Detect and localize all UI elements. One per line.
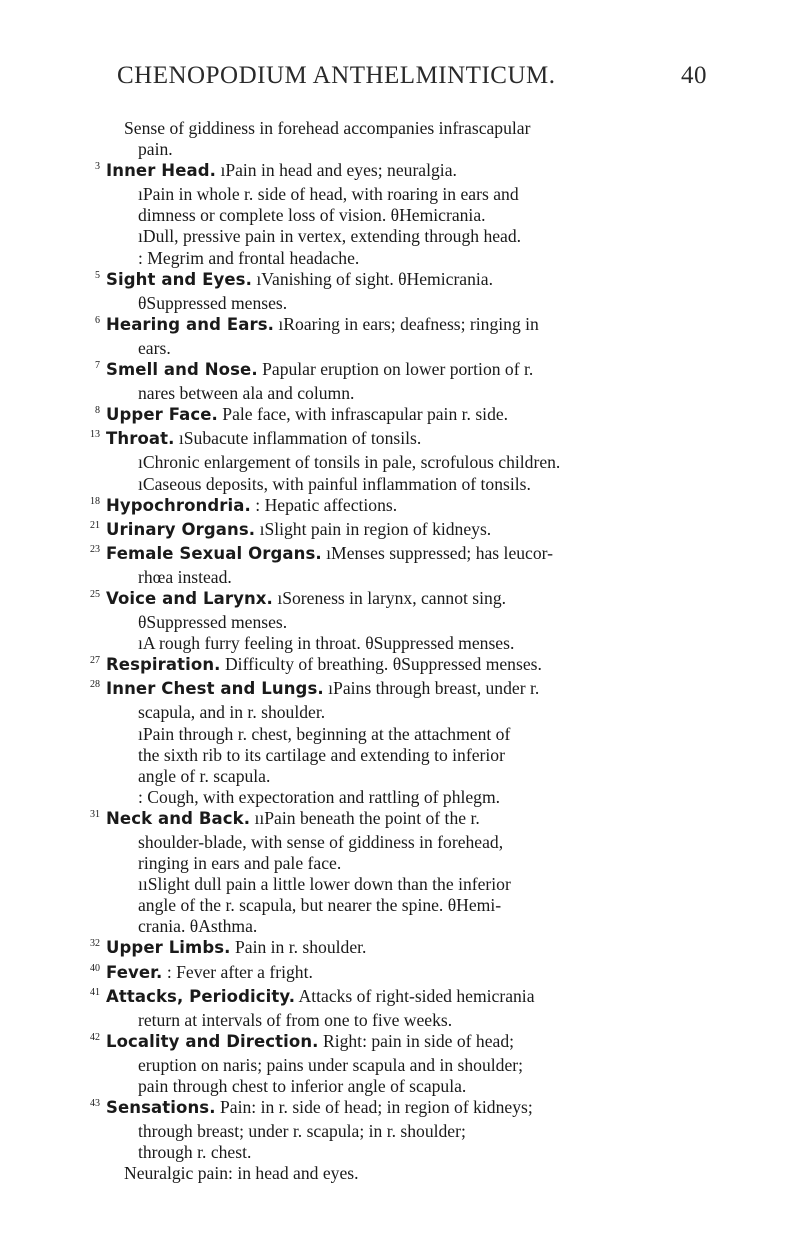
line-text: Papular eruption on lower portion of r. bbox=[262, 359, 534, 380]
section-heading: Hearing and Ears. bbox=[106, 314, 274, 334]
line-text: ıPain through r. chest, beginning at the attachment of bbox=[138, 723, 511, 744]
section-heading: Female Sexual Organs. bbox=[106, 543, 322, 563]
text-line bbox=[86, 832, 726, 853]
section-heading-line bbox=[86, 160, 726, 184]
line-text: : Megrim and frontal headache. bbox=[138, 247, 360, 268]
page-body bbox=[86, 118, 726, 1185]
line-text: through breast; under r. scapula; in r. shoulder; bbox=[138, 1121, 466, 1142]
text-line bbox=[86, 338, 726, 359]
line-text: crania. θAsthma. bbox=[138, 916, 258, 937]
section-heading: Locality and Direction. bbox=[106, 1031, 319, 1051]
text-line bbox=[86, 1163, 726, 1184]
section-number: 23 bbox=[90, 543, 100, 555]
text-line bbox=[86, 745, 726, 766]
text-line bbox=[86, 452, 726, 473]
line-text: ringing in ears and pale face. bbox=[138, 853, 342, 874]
section-heading: Upper Limbs. bbox=[106, 938, 231, 958]
section-heading-line bbox=[86, 1031, 726, 1055]
text-line bbox=[86, 1142, 726, 1163]
line-text: ıChronic enlargement of tonsils in pale, scrofulous children. bbox=[138, 452, 561, 473]
section-heading-line bbox=[86, 808, 726, 832]
section-number: 8 bbox=[95, 405, 100, 417]
line-text: scapula, and in r. shoulder. bbox=[138, 702, 326, 723]
line-text: eruption on naris; pains under scapula and in shoulder; bbox=[138, 1054, 524, 1075]
text-line bbox=[86, 895, 726, 916]
section-heading: Inner Head. bbox=[106, 161, 217, 181]
section-heading: Upper Face. bbox=[106, 405, 218, 425]
section-heading-line bbox=[86, 588, 726, 612]
section-number: 3 bbox=[95, 161, 100, 173]
text-line bbox=[86, 724, 726, 745]
section-heading-line bbox=[86, 269, 726, 293]
section-number: 18 bbox=[90, 495, 100, 507]
section-heading: Urinary Organs. bbox=[106, 519, 256, 539]
line-text: Pain: in r. side of head; in region of kidneys; bbox=[220, 1097, 533, 1118]
line-text: ıCaseous deposits, with painful inflammation of tonsils. bbox=[138, 473, 531, 494]
section-heading-line bbox=[86, 519, 726, 543]
line-text: ıSlight pain in region of kidneys. bbox=[259, 518, 492, 539]
line-text: ıA rough furry feeling in throat. θSuppressed menses. bbox=[138, 633, 515, 654]
section-heading-line bbox=[86, 937, 726, 961]
line-text: Neuralgic pain: in head and eyes. bbox=[124, 1163, 359, 1184]
line-text: ıPain in head and eyes; neuralgia. bbox=[220, 160, 457, 181]
text-line bbox=[86, 853, 726, 874]
line-text: ıPain in whole r. side of head, with roaring in ears and bbox=[138, 184, 519, 205]
section-number: 27 bbox=[90, 655, 100, 667]
line-text: θSuppressed menses. bbox=[138, 292, 288, 313]
line-text: angle of r. scapula. bbox=[138, 765, 271, 786]
section-number: 28 bbox=[90, 679, 100, 691]
line-text: θSuppressed menses. bbox=[138, 612, 288, 633]
line-text: : Hepatic affections. bbox=[255, 494, 398, 515]
section-heading: Attacks, Periodicity. bbox=[106, 986, 296, 1006]
section-heading-line bbox=[86, 678, 726, 702]
line-text: ıVanishing of sight. θHemicrania. bbox=[256, 268, 494, 289]
section-heading: Inner Chest and Lungs. bbox=[106, 679, 324, 699]
line-text: ıDull, pressive pain in vertex, extending through head. bbox=[138, 226, 522, 247]
line-text: ıMenses suppressed; has leucor- bbox=[326, 542, 554, 563]
text-line bbox=[86, 766, 726, 787]
section-heading: Voice and Larynx. bbox=[106, 588, 273, 608]
line-text: Attacks of right-sided hemicrania bbox=[298, 985, 535, 1006]
line-text: Sense of giddiness in forehead accompanies infrascapular bbox=[124, 118, 531, 138]
section-heading-line bbox=[86, 428, 726, 452]
text-line bbox=[86, 1121, 726, 1142]
line-text: Pale face, with infrascapular pain r. side. bbox=[222, 404, 509, 425]
page-number: 40 bbox=[681, 62, 707, 89]
text-line bbox=[86, 118, 726, 139]
section-heading-line bbox=[86, 1097, 726, 1121]
section-heading: Respiration. bbox=[106, 655, 221, 675]
line-text: nares between ala and column. bbox=[138, 383, 355, 404]
text-line bbox=[86, 474, 726, 495]
section-number: 32 bbox=[90, 938, 100, 950]
section-number: 13 bbox=[90, 429, 100, 441]
section-number: 5 bbox=[95, 269, 100, 281]
section-number: 25 bbox=[90, 588, 100, 600]
line-text: ııPain beneath the point of the r. bbox=[254, 807, 480, 828]
section-number: 42 bbox=[90, 1031, 100, 1043]
text-line bbox=[86, 383, 726, 404]
line-text: Difficulty of breathing. θSuppressed menses. bbox=[224, 654, 542, 675]
text-line bbox=[86, 787, 726, 808]
text-line bbox=[86, 567, 726, 588]
line-text: rhœa instead. bbox=[138, 566, 232, 587]
text-line bbox=[86, 139, 726, 160]
line-text: shoulder-blade, with sense of giddiness in forehead, bbox=[138, 832, 504, 852]
section-heading-line bbox=[86, 404, 726, 428]
line-text: through r. chest. bbox=[138, 1142, 252, 1163]
line-text: dimness or complete loss of vision. θHemicrania. bbox=[138, 205, 486, 226]
section-heading-line bbox=[86, 314, 726, 338]
line-text: ears. bbox=[138, 337, 171, 358]
section-number: 21 bbox=[90, 519, 100, 531]
text-line bbox=[86, 702, 726, 723]
text-line bbox=[86, 248, 726, 269]
text-line bbox=[86, 612, 726, 633]
text-line bbox=[86, 1055, 726, 1076]
line-text: ıRoaring in ears; deafness; ringing in bbox=[278, 313, 539, 334]
line-text: angle of the r. scapula, but nearer the spine. θHemi- bbox=[138, 895, 502, 916]
section-heading: Fever. bbox=[106, 962, 163, 982]
section-number: 40 bbox=[90, 962, 100, 974]
line-text: : Fever after a fright. bbox=[166, 961, 313, 982]
text-line bbox=[86, 205, 726, 226]
line-text: return at intervals of from one to five weeks. bbox=[138, 1009, 453, 1030]
section-heading-line bbox=[86, 495, 726, 519]
line-text: ıSoreness in larynx, cannot sing. bbox=[277, 587, 507, 608]
line-text: ııSlight dull pain a little lower down than the inferior bbox=[138, 874, 511, 895]
section-heading: Neck and Back. bbox=[106, 808, 251, 828]
text-line bbox=[86, 226, 726, 247]
line-text: the sixth rib to its cartilage and extending to inferior bbox=[138, 744, 505, 765]
text-line bbox=[86, 874, 726, 895]
section-heading: Sight and Eyes. bbox=[106, 269, 252, 289]
line-text: : Cough, with expectoration and rattling of phlegm. bbox=[138, 786, 501, 807]
line-text: ıSubacute inflammation of tonsils. bbox=[178, 428, 422, 449]
section-number: 7 bbox=[95, 360, 100, 372]
section-heading-line bbox=[86, 962, 726, 986]
text-line bbox=[86, 184, 726, 205]
line-text: pain through chest to inferior angle of scapula. bbox=[138, 1076, 467, 1097]
text-line bbox=[86, 293, 726, 314]
header-title: CHENOPODIUM ANTHELMINTICUM. bbox=[117, 62, 556, 89]
section-number: 6 bbox=[95, 314, 100, 326]
section-heading: Hypochrondria. bbox=[106, 495, 251, 515]
running-header bbox=[117, 62, 707, 90]
section-heading: Smell and Nose. bbox=[106, 360, 258, 380]
section-heading-line bbox=[86, 986, 726, 1010]
section-number: 31 bbox=[90, 808, 100, 820]
section-number: 43 bbox=[90, 1098, 100, 1110]
section-heading-line bbox=[86, 359, 726, 383]
section-heading-line bbox=[86, 654, 726, 678]
text-line bbox=[86, 916, 726, 937]
section-heading: Sensations. bbox=[106, 1098, 216, 1118]
section-heading: Throat. bbox=[106, 429, 175, 449]
text-line bbox=[86, 1076, 726, 1097]
line-text: Right: pain in side of head; bbox=[322, 1030, 515, 1051]
line-text: Pain in r. shoulder. bbox=[234, 937, 367, 958]
section-number: 41 bbox=[90, 986, 100, 998]
text-line bbox=[86, 1010, 726, 1031]
section-heading-line bbox=[86, 543, 726, 567]
line-text: pain. bbox=[138, 139, 173, 160]
line-text: ıPains through breast, under r. bbox=[328, 678, 540, 699]
text-line bbox=[86, 633, 726, 654]
